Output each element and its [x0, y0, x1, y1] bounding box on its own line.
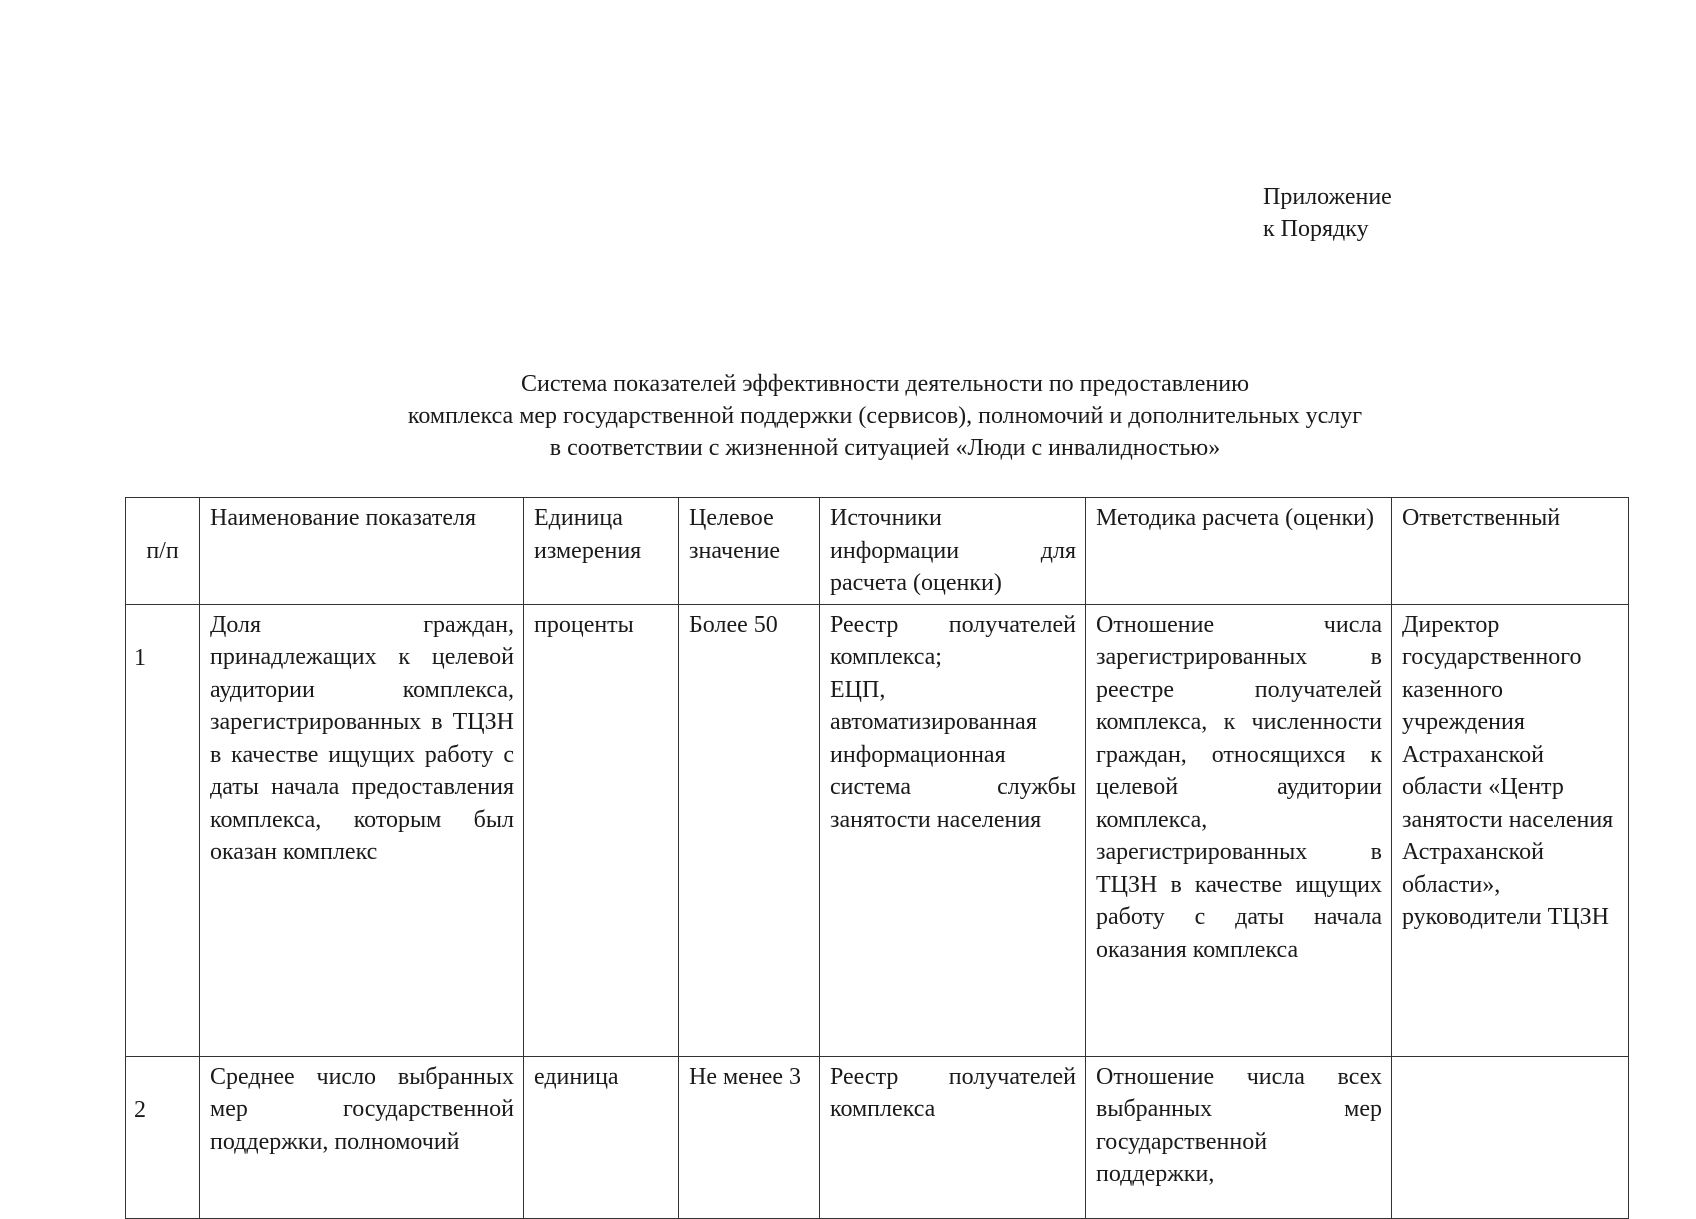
responsible-person: Директор государственного казенного учреждения Астраханской области «Центр занятости населения Астраханской области», руководители ТЦЗН [1392, 604, 1629, 1056]
table-row [126, 1056, 1629, 1218]
title-line-1: Система показателей эффективности деятельности по предоставлению [520, 371, 1249, 397]
row-number: 2 [126, 1056, 200, 1218]
header-target-value: Целевое значение [679, 498, 820, 605]
table-row [126, 604, 1629, 1056]
target-value: Не менее 3 [679, 1056, 820, 1218]
calculation-method: Отношение числа всех выбранных мер государственной поддержки, [1086, 1056, 1392, 1218]
appendix-line-1: Приложение [1263, 184, 1392, 210]
info-sources [820, 1056, 1086, 1218]
header-unit: Единица измерения [524, 498, 679, 605]
unit-of-measure: проценты [524, 604, 679, 1056]
info-source-item: Реестр получателей комплекса; [830, 611, 1076, 670]
info-source-item: Реестр получателей комплекса [830, 1063, 1076, 1122]
header-number: п/п [126, 498, 200, 605]
indicator-name: Среднее число выбранных мер государственной поддержки, полномочий [200, 1056, 524, 1218]
table-header-row [126, 498, 1629, 605]
target-value: Более 50 [679, 604, 820, 1056]
header-info-sources: Источники информации для расчета (оценки) [820, 498, 1086, 605]
document-title [230, 368, 1540, 464]
row-number: 1 [126, 604, 200, 1056]
appendix-note [1263, 181, 1392, 245]
title-line-2: комплекса мер государственной поддержки (сервисов), полномочий и дополнительных услуг [407, 403, 1363, 429]
title-line-3: в соответствии с жизненной ситуацией «Люди с инвалидностью» [549, 435, 1221, 461]
appendix-line-2: к Порядку [1263, 216, 1369, 242]
header-responsible: Ответственный [1392, 498, 1629, 605]
indicator-name: Доля граждан, принадлежащих к целевой аудитории комплекса, зарегистрированных в ТЦЗН в качестве ищущих работу с даты начала предоставления комплекса, которым был оказан комплекс [200, 604, 524, 1056]
header-calculation-method: Методика расчета (оценки) [1086, 498, 1392, 605]
indicators-table [125, 497, 1629, 1219]
responsible-person [1392, 1056, 1629, 1218]
calculation-method: Отношение числа зарегистрированных в реестре получателей комплекса, к численности граждан, относящихся к целевой аудитории комплекса, зарегистрированных в ТЦЗН в качестве ищущих работу с даты начала оказания комплекса [1086, 604, 1392, 1056]
header-indicator-name: Наименование показателя [200, 498, 524, 605]
unit-of-measure: единица [524, 1056, 679, 1218]
info-source-item: ЕЦП, автоматизированная информационная система службы занятости населения [830, 676, 1076, 833]
info-sources [820, 604, 1086, 1056]
